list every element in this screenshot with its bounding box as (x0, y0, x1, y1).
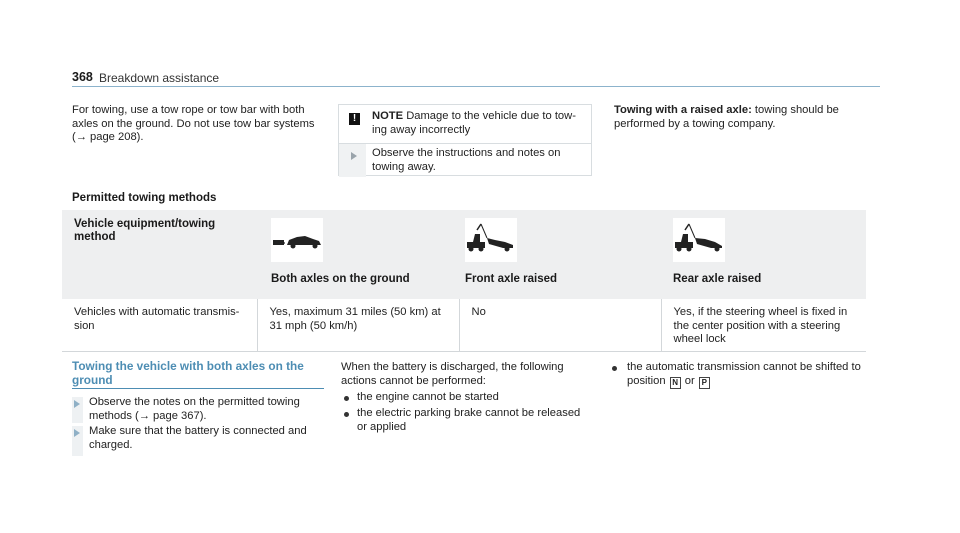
bullet-engine: the engine cannot be started (357, 391, 499, 403)
table-cell (62, 299, 257, 351)
cell-vehicle-type: Vehicles with automatic transmis-sion (74, 306, 240, 332)
step-stripe (339, 144, 366, 177)
raised-axle-text (614, 104, 864, 131)
table-row (62, 299, 866, 351)
step-battery-check: Make sure that the battery is connected and charged. (89, 425, 307, 451)
bullet-icon (344, 412, 349, 417)
header-both-axles: Both axles on the ground (271, 273, 410, 285)
gear-n-symbol: N (670, 377, 681, 389)
raised-axle-label: Towing with a raised axle: (614, 104, 752, 116)
table-cell (257, 299, 459, 351)
table-cell (661, 299, 866, 351)
table-header-row (62, 210, 866, 299)
note-box (338, 104, 592, 176)
tow-truck-front-raised-icon (465, 218, 517, 262)
table-header-cell (661, 210, 866, 299)
header-rear-raised: Rear axle raised (673, 273, 762, 285)
car-both-axles-icon (271, 218, 323, 262)
bullet-parking-brake: the electric parking brake cannot be released or applied (357, 407, 581, 433)
note-headline: Damage to the vehicle due to tow-ing away incorrectly (372, 110, 576, 136)
header-divider (72, 86, 880, 87)
page-number: 368 (72, 70, 93, 84)
cell-front-raised: No (471, 306, 486, 318)
permitted-title: Permitted towing methods (72, 192, 217, 204)
warning-icon: ! (349, 113, 360, 125)
towing-methods-table (62, 210, 866, 352)
cell-rear-raised: Yes, if the steering wheel is fixed in the center position with a steering wheel lock (673, 306, 848, 345)
note-text (372, 110, 587, 137)
intro-text: For towing, use a tow rope or tow bar with both axles on the ground. Do not use tow bar systems (→ page 208). (72, 104, 315, 143)
note-label: NOTE (372, 110, 404, 122)
section-title: Breakdown assistance (99, 71, 220, 85)
raised-axle-desc: towing should be performed by a towing company. (614, 104, 839, 130)
table-cell (459, 299, 661, 351)
step-arrow-icon (74, 400, 80, 408)
step-observe-notes: Observe the notes on the permitted towing methods (→ page 367). (89, 396, 300, 422)
bullet-icon (344, 396, 349, 401)
step-arrow-icon (351, 152, 357, 160)
note-header (339, 105, 591, 144)
table-header-cell (257, 210, 459, 299)
tow-truck-rear-raised-icon (673, 218, 725, 262)
discharged-intro: When the battery is discharged, the following actions cannot be performed: (341, 361, 564, 387)
header-equipment: Vehicle equipment/towing method (74, 218, 216, 243)
table-header-cell (62, 210, 257, 299)
bullet-icon (612, 366, 617, 371)
transmission-text: the automatic transmission cannot be shifted to position (627, 361, 861, 387)
both-axles-title: Towing the vehicle with both axles on the ground (72, 359, 304, 387)
note-step (339, 144, 591, 177)
title-underline (72, 388, 324, 389)
or-text: or (684, 374, 695, 387)
cell-both-axles: Yes, maximum 31 miles (50 km) at 31 mph (50 km/h) (269, 306, 441, 332)
bullet-transmission (627, 361, 872, 389)
header-front-raised: Front axle raised (465, 273, 558, 285)
gear-p-symbol: P (699, 377, 710, 389)
step-arrow-icon (74, 429, 80, 437)
note-step-text: Observe the instructions and notes on towing away. (372, 147, 561, 173)
table-header-cell (459, 210, 661, 299)
